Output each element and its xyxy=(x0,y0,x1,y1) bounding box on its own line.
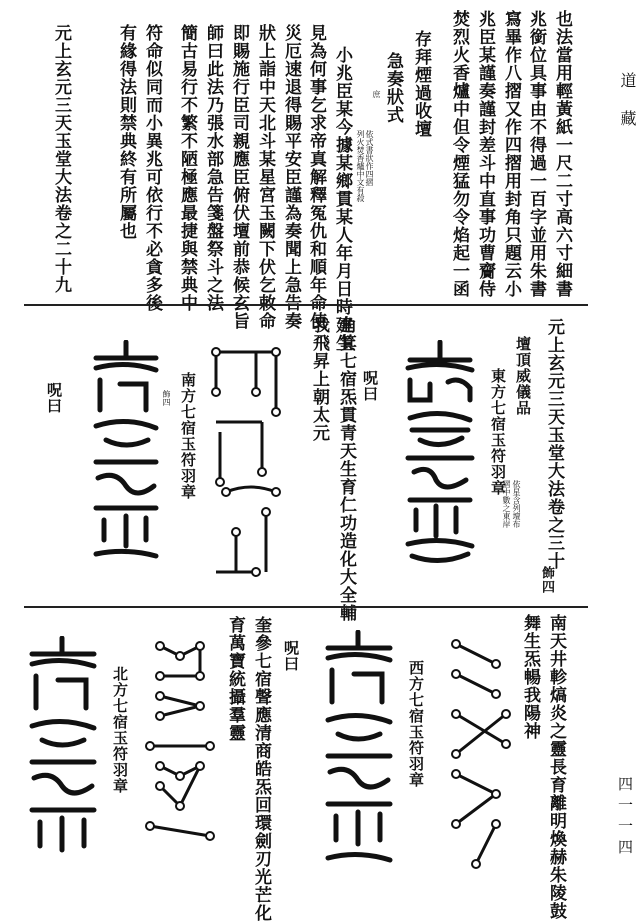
seal-mark: 飾四 xyxy=(539,566,554,594)
talisman-west-2 xyxy=(140,636,220,856)
text-column: 也法當用輕黃紙一尺二寸高六寸細書 xyxy=(552,10,572,298)
text-column: 存拜煙過收壇 xyxy=(411,30,431,138)
text-column: 即賜施行臣司親應臣俯伏壇前恭候玄旨 xyxy=(229,24,249,330)
note-column: 飾四 xyxy=(162,390,171,406)
text-column: 師曰此法乃張水部急告箋盤祭斗之法 xyxy=(203,24,223,312)
talisman-east-2 xyxy=(206,332,296,582)
text-column: 急奏狀式 xyxy=(383,52,403,124)
note-column: 庶 xyxy=(372,90,381,98)
text-column: 小兆臣某今據某鄉貫某人年月日時建生 xyxy=(332,46,352,352)
text-column: 有緣得法則禁典終有所屬也 xyxy=(116,24,136,240)
text-column: 兆臣某謹奏謹封差斗中直事功曹齎侍 xyxy=(475,10,495,298)
text-column: 角箕七宿炁貫青天生育仁功造化大全輔 xyxy=(336,316,356,622)
text-column: 舞生炁暢我陽神 xyxy=(520,614,540,740)
spell-label: 呪曰 xyxy=(361,370,379,402)
talisman-north-1 xyxy=(22,636,102,876)
text-column: 焚烈火香爐中但令煙猛勿令焰起一函 xyxy=(449,10,469,298)
spell-label: 呪曰 xyxy=(45,382,63,414)
panel-divider xyxy=(24,304,588,306)
text-column: 寫畢作八摺又作四摺用封角只題云小 xyxy=(501,10,521,298)
text-column: 育萬寶統攝羣靈 xyxy=(225,616,245,742)
text-column: 狀上詣中天北斗某星宮玉闕下伏乞敕命 xyxy=(255,24,275,330)
talisman-east-1 xyxy=(400,340,480,570)
text-column: 西方七宿玉符羽章 xyxy=(407,660,425,788)
page-number: 四一一四 xyxy=(616,776,634,860)
text-column: 北方七宿玉符羽章 xyxy=(111,666,129,794)
collection-title: 道藏 xyxy=(618,72,637,148)
text-column: 兆銜位具事由不得過一百字並用朱書 xyxy=(526,10,546,298)
text-column: 災厄速退得賜平安臣謹為奏聞上急告奏 xyxy=(281,24,301,330)
note-column: 摺中數之東岸 xyxy=(502,480,511,528)
text-column: 簡古易行不繁不陋極應最捷與禁典中 xyxy=(177,24,197,312)
text-column: 南天井軫熇炎之靈長育離明煥赫朱陵鼓 xyxy=(546,614,566,920)
text-column: 奎參七宿聲應清商皓炁回環劍刃光芒化 xyxy=(251,616,271,922)
text-column: 符命似同而小異兆可依行不必貪多後 xyxy=(142,24,162,312)
note-column: 列火焚香爐中文有殺 xyxy=(356,130,365,202)
talisman-south-2 xyxy=(436,624,526,874)
note-column: 依式書狀作四摺 xyxy=(365,130,374,186)
panel-divider xyxy=(24,606,588,608)
text-column: 元上玄元三天玉堂大法卷之二十九 xyxy=(51,24,71,294)
talisman-south-1 xyxy=(86,340,166,565)
text-column: 見為何事乞求帝真解釋冤仇和順年命使 xyxy=(306,24,326,330)
text-column: 壇頂威儀品 xyxy=(514,336,532,416)
text-column: 我飛昇上朝太元 xyxy=(309,316,329,442)
text-column: 南方七宿玉符羽章 xyxy=(179,372,197,500)
spell-label: 呪曰 xyxy=(282,640,300,672)
note-column: 依星含列壇布 xyxy=(512,480,521,528)
text-column: 元上玄元三天玉堂大法卷之三十 xyxy=(544,318,564,570)
text-column: 東方七宿玉符羽章 xyxy=(489,368,507,496)
talisman-west-1 xyxy=(318,630,400,880)
